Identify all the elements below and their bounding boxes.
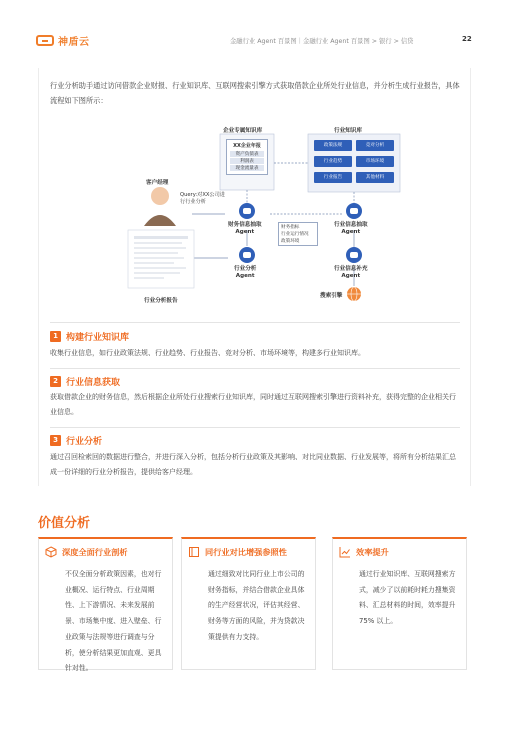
section-2-number: 2 xyxy=(50,376,61,387)
value-card-1-body: 不仅全面分析政策因素，也对行业概况、运行特点、行业周期性、上下游情况、未来发展前景、市场集中度、进入壁垒、行业政策与法规等进行调查与分析，使分析结果更加直观、更具针对性。 xyxy=(65,570,162,673)
section-2-body: 获取借款企业的财务信息，然后根据企业所处行业搜索行业知识库，同时通过互联网搜索引擎进行资料补充，获得完整的企业相关行业信息。 xyxy=(50,393,456,416)
breadcrumb: 金融行业 Agent 百景图｜金融行业 Agent 百景图 > 银行 > 信贷 xyxy=(230,38,414,45)
value-card-2-body: 通过细致对比同行业上市公司的财务指标，并结合借款企业具体的生产经营状况，评估其经营、财务等方面的风险，并为贷款决策提供有力支持。 xyxy=(208,570,305,641)
search-engine-label: 搜索引擎 xyxy=(320,293,343,299)
industry-agent-icon xyxy=(345,202,363,220)
trend-icon xyxy=(339,546,351,558)
kb-chip: 行业报告 xyxy=(314,172,352,183)
industry-kb-title: 行业知识库 xyxy=(334,128,362,134)
customer-body xyxy=(144,215,176,226)
divider xyxy=(50,368,460,369)
value-card-2-title xyxy=(188,546,287,558)
value-analysis-heading: 价值分析 xyxy=(38,516,91,531)
section-3-title xyxy=(50,434,102,447)
cube-icon xyxy=(45,546,57,558)
section-1-body: 收集行业信息，如行业政策法规、行业趋势、行业报告、竞对分析、市场环境等，构建多行业知识库。 xyxy=(50,349,365,357)
enterprise-kb-title: 企业专属知识库 xyxy=(223,128,263,134)
diagram-connectors xyxy=(120,118,460,308)
kb-chip: 其他材料 xyxy=(356,172,394,183)
section-3-label: 行业分析 xyxy=(66,437,103,447)
page-header xyxy=(0,0,516,58)
report-label: 行业分析报告 xyxy=(144,298,178,304)
customer-head xyxy=(151,187,169,205)
doc-row: 资产负债表 xyxy=(230,151,264,157)
value-card-1 xyxy=(38,537,173,673)
doc-row: 利润表 xyxy=(230,158,264,164)
query-label: Query:对XX公司进行行业分析 xyxy=(180,192,225,205)
brand-logo xyxy=(36,33,90,48)
divider xyxy=(50,427,460,428)
logo-icon xyxy=(36,35,54,46)
industry-agent-label: 行业信息抽取 Agent xyxy=(334,222,368,235)
book-icon xyxy=(188,546,200,558)
kb-chip: 政策法规 xyxy=(314,140,352,151)
value-card-3-title xyxy=(339,546,389,558)
intro-paragraph: 行业分析助手通过访问借款企业财报、行业知识库、互联网搜索引擎方式获取借款企业所处行业信息，并分析生成行业报告，具体流程如下图所示： xyxy=(50,81,460,105)
supplement-agent-label: 行业信息补充 Agent xyxy=(334,266,368,279)
section-2-title xyxy=(50,375,120,388)
page-number: 22 xyxy=(462,35,472,43)
section-1-number: 1 xyxy=(50,331,61,342)
finance-agent-label: 财务信息抽取 Agent xyxy=(228,222,262,235)
enterprise-doc xyxy=(226,139,268,175)
value-card-3-label: 效率提升 xyxy=(356,546,389,557)
value-card-1-title xyxy=(45,546,128,558)
customer-manager-label: 客户经理 xyxy=(146,180,169,186)
middle-info-box: 财务指标 行业运行情况 政策环境 xyxy=(278,222,318,246)
kb-chip: 行业趋势 xyxy=(314,156,352,167)
supplement-agent-icon xyxy=(345,246,363,264)
section-3-number: 3 xyxy=(50,435,61,446)
flow-diagram xyxy=(120,118,460,308)
section-3-body: 通过召回检索回的数据进行整合，并进行深入分析，包括分析行业政策及其影响、对比同业数据、行业发展等，将所有分析结果汇总成一份详细的行业分析报告，提供给客户经理。 xyxy=(50,453,456,476)
enterprise-doc-title: XX企业年报 xyxy=(233,143,261,149)
value-card-2 xyxy=(181,537,316,670)
logo-text: 神盾云 xyxy=(58,37,90,48)
value-card-3-body: 通过行业知识库、互联网搜索方式，减少了以前耗时耗力搜集资料、汇总材料的时间，效率提升 75% 以上。 xyxy=(359,570,456,626)
analysis-agent-icon xyxy=(238,246,256,264)
finance-agent-icon xyxy=(238,202,256,220)
doc-row: 现金流量表 xyxy=(230,165,264,171)
section-2-label: 行业信息获取 xyxy=(66,378,121,388)
section-1-label: 构建行业知识库 xyxy=(66,333,130,343)
divider xyxy=(50,322,460,323)
value-card-1-label: 深度全面行业剖析 xyxy=(62,546,128,557)
value-card-3 xyxy=(332,537,467,670)
kb-chip: 竞对分析 xyxy=(356,140,394,151)
kb-chip: 市场环境 xyxy=(356,156,394,167)
section-1-title xyxy=(50,330,129,343)
analysis-agent-label: 行业分析 Agent xyxy=(234,266,257,279)
value-card-2-label: 同行业对比增强参照性 xyxy=(205,546,287,557)
